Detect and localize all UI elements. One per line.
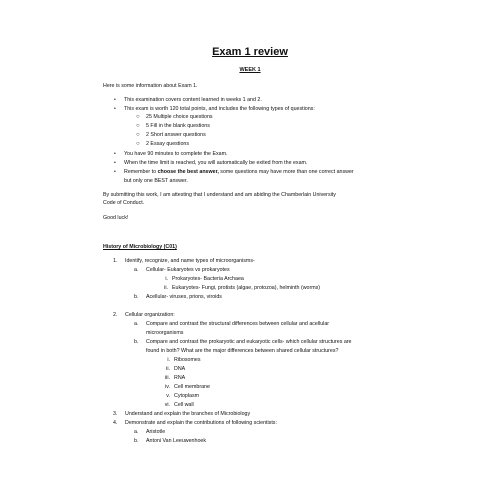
circle-bullet-icon: ○ (136, 132, 140, 138)
bullet-icon: • (114, 169, 116, 175)
scientist-name: Aristotle (146, 429, 166, 435)
outline-roman: i. (167, 357, 170, 363)
outline-number: 1. (113, 258, 118, 264)
info-item: When the time limit is reached, you will automatically be exited from the exam. (124, 160, 308, 166)
reminder-continuation: but only one BEST answer. (124, 178, 188, 184)
cell-structure: RNA (174, 375, 186, 381)
outline-item: Demonstrate and explain the contributions of following scientists: (125, 420, 277, 426)
outline-number: 4. (113, 420, 118, 426)
closing-text: Good luck! (103, 215, 129, 221)
outline-letter: a. (134, 267, 139, 273)
outline-subsubitem: Prokaryotes- Bacteria Archaea (172, 276, 244, 282)
outline-roman: iii. (164, 375, 170, 381)
circle-bullet-icon: ○ (136, 141, 140, 147)
info-item: This examination covers content learned in weeks 1 and 2. (124, 97, 262, 103)
outline-subitem: found in both? What are the major differences between shared cellular structures? (146, 348, 339, 354)
intro-text: Here is some information about Exam 1. (103, 83, 198, 89)
outline-number: 2. (113, 312, 118, 318)
cell-structure: Cell membrane (174, 384, 210, 390)
outline-item: Cellular organization: (125, 312, 175, 318)
info-item-reminder (124, 168, 354, 176)
outline-subitem: Compare and contrast the prokaryotic and eukaryotic cells- which cellular structures are (146, 339, 352, 345)
bullet-icon: • (114, 106, 116, 112)
scientist-name: Antoni Van Leeuwenhoek (146, 438, 206, 444)
question-type: 25 Multiple choice questions (146, 114, 213, 120)
outline-roman: iv. (165, 384, 170, 390)
outline-letter: a. (134, 321, 139, 327)
circle-bullet-icon: ○ (136, 114, 140, 120)
outline-roman: v. (166, 393, 170, 399)
outline-item: Identify, recognize, and name types of microorganisms- (125, 258, 255, 264)
outline-roman: ii. (164, 285, 168, 291)
circle-bullet-icon: ○ (136, 123, 140, 129)
outline-letter: b. (134, 294, 139, 300)
attestation-line: Code of Conduct. (103, 200, 145, 206)
outline-subitem: Cellular- Eukaryotes vs prokaryotes (146, 267, 230, 273)
bullet-icon: • (114, 160, 116, 166)
outline-item: Understand and explain the branches of Microbiology (125, 411, 251, 417)
outline-letter: b. (134, 438, 139, 444)
outline-roman: ii. (166, 366, 170, 372)
reminder-tail: some questions may have more than one correct answer (220, 169, 354, 175)
attestation-line: By submitting this work, I am attesting that I understand and am abiding the Chamberlain University (103, 192, 336, 198)
outline-subitem: Compare and contrast the structural differences between cellular and acellular (146, 321, 330, 327)
outline-subitem: Acellular- viruses, prions, viroids (146, 294, 222, 300)
reminder-lead: Remember to (124, 169, 157, 175)
reminder-emphasis: choose the best answer, (157, 169, 219, 175)
outline-letter: a. (134, 429, 139, 435)
question-type: 2 Short answer questions (146, 132, 206, 138)
question-type: 2 Essay questions (146, 141, 189, 147)
page-title: Exam 1 review (212, 46, 288, 58)
cell-structure: Ribosomes (174, 357, 201, 363)
bullet-icon: • (114, 151, 116, 157)
cell-structure: Cytoplasm (174, 393, 200, 399)
info-item: This exam is worth 120 total points, and includes the following types of questions: (124, 106, 315, 112)
week-heading: WEEK 1 (239, 67, 261, 73)
outline-subitem: microorganisms (146, 330, 184, 336)
question-type: 5 Fill in the blank questions (146, 123, 210, 129)
outline-roman: vi. (164, 402, 170, 408)
outline-number: 3. (113, 411, 118, 417)
cell-structure: DNA (174, 366, 186, 372)
bullet-icon: • (114, 97, 116, 103)
outline-letter: b. (134, 339, 139, 345)
outline-subsubitem: Eukaryotes- Fungi, protists (algae, protozoa), helminth (worms) (172, 285, 321, 291)
section-title: History of Microbiology (C01) (103, 244, 177, 250)
info-item: You have 90 minutes to complete the Exam. (124, 151, 228, 157)
outline-roman: i. (165, 276, 168, 282)
cell-structure: Cell wall (174, 402, 194, 408)
